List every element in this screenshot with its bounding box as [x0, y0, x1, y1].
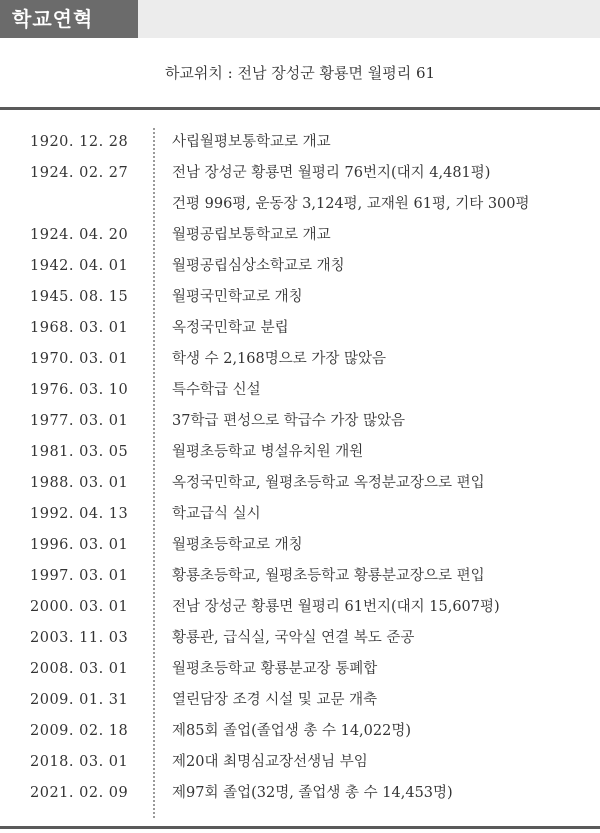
timeline-event: 옥정국민학교 분립 — [172, 320, 289, 336]
timeline-event: 37학급 편성으로 학급수 가장 많았음 — [172, 413, 405, 429]
timeline-row — [0, 406, 600, 437]
timeline-date: 1992. 04. 13 — [30, 506, 129, 522]
timeline-row — [0, 468, 600, 499]
school-location: 하교위치 : 전남 장성군 황룡면 월평리 61 — [164, 64, 436, 82]
bottom-divider — [0, 826, 600, 829]
timeline-row — [0, 561, 600, 592]
timeline-row — [0, 530, 600, 561]
timeline-row — [0, 437, 600, 468]
timeline-row — [0, 778, 600, 809]
timeline-event: 전남 장성군 황룡면 월평리 76번지(대지 4,481평) — [172, 165, 491, 181]
timeline-row — [0, 344, 600, 375]
timeline-event: 특수학급 신설 — [172, 382, 261, 398]
timeline-row — [0, 282, 600, 313]
timeline-date: 2003. 11. 03 — [30, 630, 129, 646]
timeline-date: 1968. 03. 01 — [30, 320, 129, 336]
timeline-date: 2009. 01. 31 — [30, 692, 129, 708]
timeline-date: 1988. 03. 01 — [30, 475, 129, 491]
timeline-date: 1924. 04. 20 — [30, 227, 129, 243]
timeline-row — [0, 251, 600, 282]
timeline-event: 사립월평보통학교로 개교 — [172, 134, 331, 150]
timeline-row — [0, 127, 600, 158]
timeline-date: 1977. 03. 01 — [30, 413, 129, 429]
timeline-date: 1976. 03. 10 — [30, 382, 129, 398]
timeline-event: 황룡초등학교, 월평초등학교 황룡분교장으로 편입 — [172, 568, 485, 584]
timeline-date: 1997. 03. 01 — [30, 568, 129, 584]
timeline-event: 옥정국민학교, 월평초등학교 옥정분교장으로 편입 — [172, 475, 485, 491]
timeline-row — [0, 499, 600, 530]
history-timeline — [0, 127, 600, 809]
timeline-event: 월평공립심상소학교로 개칭 — [172, 258, 345, 274]
timeline-row — [0, 716, 600, 747]
timeline-date: 2008. 03. 01 — [30, 661, 129, 677]
timeline-event: 열린담장 조경 시설 및 교문 개축 — [172, 692, 378, 708]
timeline-event: 제85회 졸업(졸업생 총 수 14,022명) — [172, 723, 412, 739]
timeline-event: 황룡관, 급식실, 국악실 연결 복도 준공 — [172, 630, 415, 646]
timeline-date: 1920. 12. 28 — [30, 134, 129, 150]
timeline-date: 2021. 02. 09 — [30, 785, 129, 801]
timeline-event: 전남 장성군 황룡면 월평리 61번지(대지 15,607평) — [172, 599, 500, 615]
timeline-date: 2018. 03. 01 — [30, 754, 129, 770]
timeline-event: 월평초등학교 병설유치원 개원 — [172, 444, 364, 460]
timeline-date: 1942. 04. 01 — [30, 258, 129, 274]
timeline-date: 1945. 08. 15 — [30, 289, 129, 305]
timeline-event: 월평초등학교 황룡분교장 통폐합 — [172, 661, 378, 677]
timeline-event: 제97회 졸업(32명, 졸업생 총 수 14,453명) — [172, 785, 453, 801]
timeline-row — [0, 375, 600, 406]
timeline-date: 1924. 02. 27 — [30, 165, 129, 181]
timeline-event: 건평 996평, 운동장 3,124평, 교재원 61평, 기타 300평 — [172, 196, 530, 212]
timeline-date: 2000. 03. 01 — [30, 599, 129, 615]
timeline-event: 월평공립보통학교로 개교 — [172, 227, 331, 243]
timeline-event: 학생 수 2,168명으로 가장 많았음 — [172, 351, 387, 367]
timeline-date: 2009. 02. 18 — [30, 723, 129, 739]
timeline-row — [0, 313, 600, 344]
timeline-event: 월평초등학교로 개칭 — [172, 537, 303, 553]
timeline-event: 제20대 최명심교장선생님 부임 — [172, 754, 368, 770]
page-title: 학교연혁 — [0, 0, 138, 38]
timeline-row — [0, 592, 600, 623]
top-divider — [0, 107, 600, 110]
timeline-row — [0, 747, 600, 778]
timeline-row — [0, 158, 600, 189]
timeline-event: 월평국민학교로 개칭 — [172, 289, 303, 305]
timeline-date: 1970. 03. 01 — [30, 351, 129, 367]
timeline-row — [0, 623, 600, 654]
timeline-row — [0, 189, 600, 220]
timeline-event: 학교급식 실시 — [172, 506, 261, 522]
timeline-date: 1996. 03. 01 — [30, 537, 129, 553]
timeline-row — [0, 654, 600, 685]
timeline-row — [0, 220, 600, 251]
timeline-date: 1981. 03. 05 — [30, 444, 129, 460]
timeline-row — [0, 685, 600, 716]
